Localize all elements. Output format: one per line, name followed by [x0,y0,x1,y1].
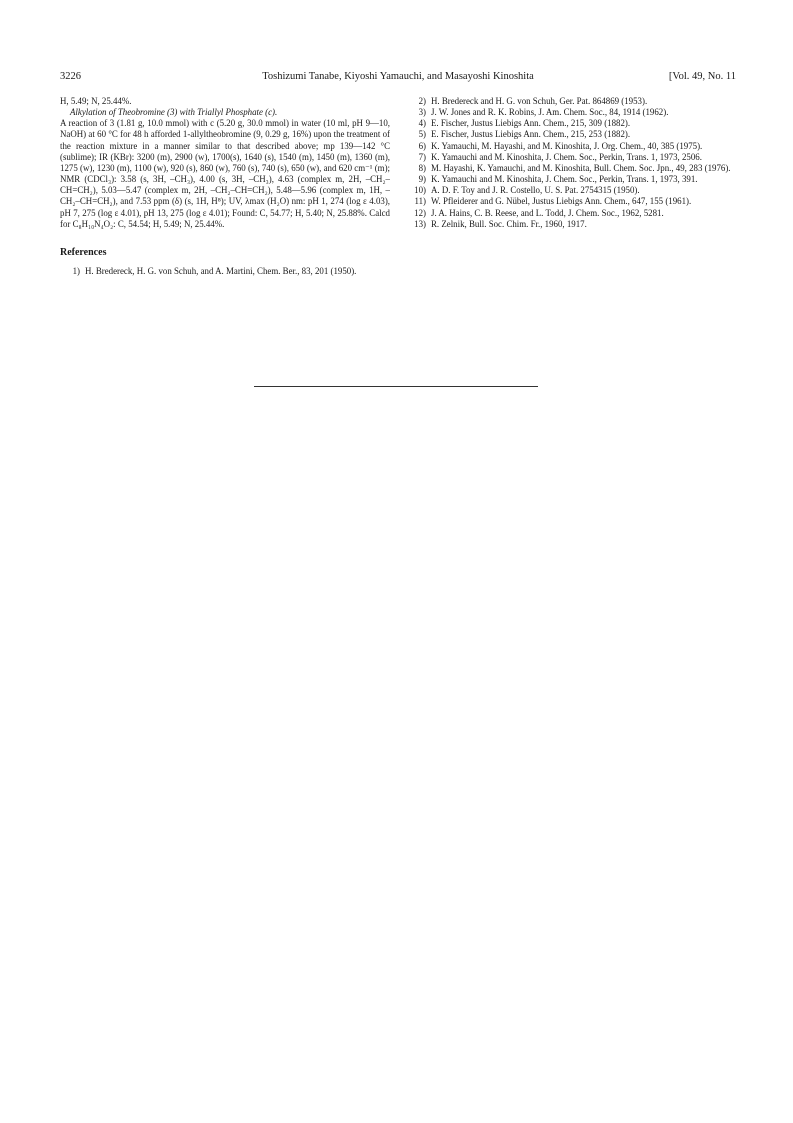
references-heading: References [60,246,107,258]
running-authors: Toshizumi Tanabe, Kiyoshi Yamauchi, and Masayoshi Kinoshita [262,71,534,82]
reference-text: K. Yamauchi, M. Hayashi, and M. Kinoshita, J. Org. Chem., 40, 385 (1975). [431,140,703,151]
reference-number: 8) [418,162,426,173]
reference-number: 6) [418,140,426,151]
end-of-article-rule [254,386,538,387]
reference-number: 7) [418,151,426,162]
reference-item [406,163,736,174]
running-header [60,70,736,84]
reference-item [406,185,736,196]
reference-text: H. Bredereck and H. G. von Schuh, Ger. Pat. 864869 (1953). [431,96,648,106]
section-subheading: Alkylation of Theobromine (3) with Triallyl Phosphate (c). [70,107,278,118]
reference-item [406,174,736,185]
reference-text: K. Yamauchi and M. Kinoshita, J. Chem. Soc., Perkin, Trans. 1, 1973, 391. [431,174,698,185]
reference-item [406,208,736,219]
reference-number: 10) [414,185,426,196]
reference-text: J. A. Hains, C. B. Reese, and L. Todd, J. Chem. Soc., 1962, 5281. [431,207,664,218]
left-column [60,96,390,277]
reference-number: 3) [418,107,426,118]
reference-number: 4) [418,118,426,129]
reference-text: R. Zelnik, Bull. Soc. Chim. Fr., 1960, 1917. [431,218,587,229]
reference-item [406,196,736,207]
reference-number: 12) [414,207,426,218]
reference-text: W. Pfleiderer and G. Nübel, Justus Liebigs Ann. Chem., 647, 155 (1961). [431,196,692,207]
reference-item [406,107,736,118]
reference-item [406,96,736,107]
reference-number: 1) [72,266,80,277]
reference-text: E. Fischer, Justus Liebigs Ann. Chem., 215, 309 (1882). [431,118,631,129]
reference-number: 5) [418,129,426,140]
volume-info: [Vol. 49, No. 11 [668,71,736,82]
experimental-paragraph: A reaction of 3 (1.81 g, 10.0 mmol) with c (5.20 g, 30.0 mmol) in water (10 ml, pH 9—10, NaOH) at 60 °C for 48 h afforded 1-allyltheobromine (9, 0.29 g, 16%) upon the treatment of the reaction mixture in a manner similar to that described above; mp 139—142 °C (sublime); IR (KBr): 3200 (m), 2900 (w), 1700(s), 1640 (s), 1540 (m), 1450 (m), 1360 (m), 1275 (w), 1230 (m), 1100 (w), 920 (s), 860 (w), 760 (s), 740 (s), 650 (w), and 620 cm⁻¹ (m); NMR (CDCl₃): 3.58 (s, 3H, –CH₃), 4.00 (s, 3H, –CH₃), 4.63 (complex m, 2H, –CH₂–CH=CH₂), 5.03—5.47 (complex m, 2H, –CH₂–CH=CH₂), 5.48—5.96 (complex m, 1H, –CH₂–CH=CH₂), and 7.53 ppm (δ) (s, 1H, H⁸); UV, λmax (H₂O) nm: pH 1, 274 (log ε 4.03), pH 7, 275 (log ε 4.01), pH 13, 275 (log ε 4.01); Found: C, 54.77; H, 5.40; N, 25.88%. Calcd for C₈H₁₀N₄O₂: C, 54.54; H, 5.49; N, 25.44%. [60,118,390,229]
reference-text: J. W. Jones and R. K. Robins, J. Am. Chem. Soc., 84, 1914 (1962). [431,107,669,118]
page-number: 3226 [60,71,81,82]
reference-number: 9) [418,174,426,185]
continuation-text: H, 5.49; N, 25.44%. [60,96,132,106]
reference-number: 11) [414,196,426,207]
reference-item [406,152,736,163]
reference-item [60,266,390,277]
reference-item [406,219,736,230]
right-column [406,96,736,230]
reference-item [406,129,736,140]
reference-text: H. Bredereck, H. G. von Schuh, and A. Martini, Chem. Ber., 83, 201 (1950). [85,266,357,277]
reference-number: 2) [418,96,426,106]
reference-text: A. D. F. Toy and J. R. Costello, U. S. Pat. 2754315 (1950). [431,185,640,196]
reference-text: K. Yamauchi and M. Kinoshita, J. Chem. Soc., Perkin, Trans. 1, 1973, 2506. [431,151,702,162]
reference-item [406,141,736,152]
reference-item [406,118,736,129]
reference-text: E. Fischer, Justus Liebigs Ann. Chem., 215, 253 (1882). [431,129,631,140]
reference-number: 13) [414,218,426,229]
reference-text: M. Hayashi, K. Yamauchi, and M. Kinoshita, Bull. Chem. Soc. Jpn., 49, 283 (1976). [431,162,731,173]
